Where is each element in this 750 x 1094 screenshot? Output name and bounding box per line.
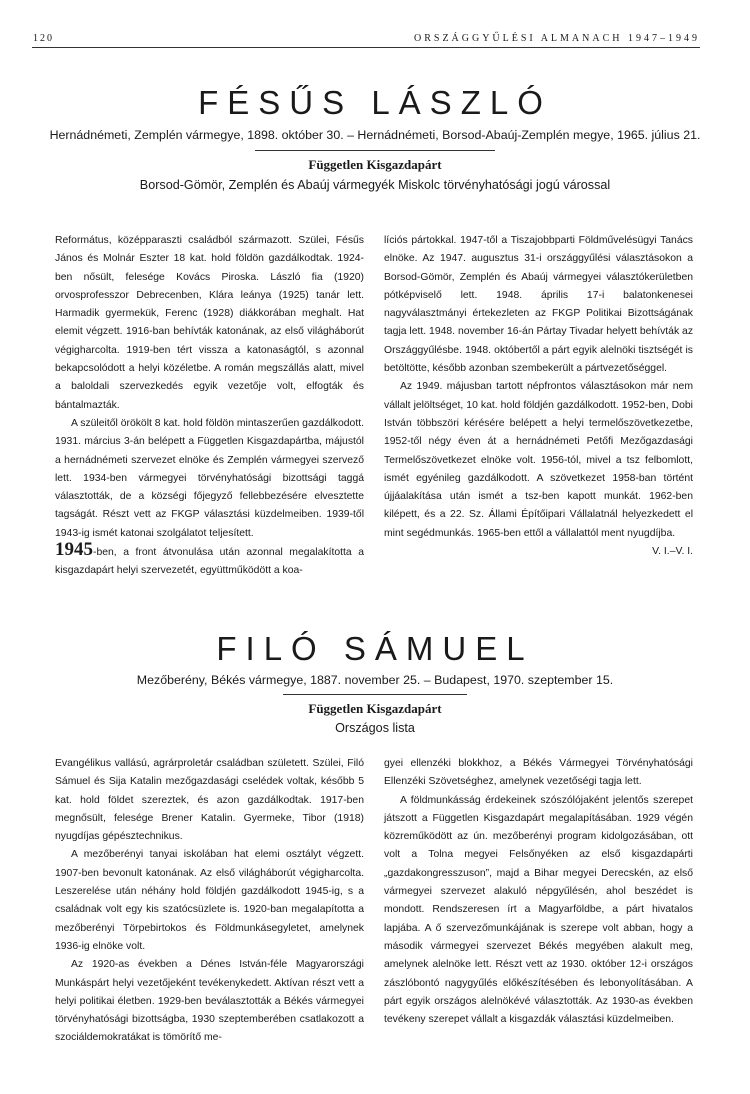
paragraph xyxy=(55,539,364,581)
author-signature: V. I.–V. I. xyxy=(652,546,693,558)
entry2-left-column xyxy=(55,755,364,1048)
paragraph: A szüleitől örökölt 8 kat. hold földön mintaszerűen gazdálkodott. 1931. március 3-án belépett a Független Kisgazdapártba, májustól a hernádnémeti szervezet elnöke és Zemplén vármegyei szervező lett. 1934-ben vármegyei törvényhatósági bizottsági taggá választották, de a községi főjegyző fellebbezésére elvesztette tagságát. Részt vett az FKGP választási küzdelmeiben. 1939-től 1943-ig ismét katonai szolgálatot teljesített. xyxy=(55,417,364,539)
header-rule xyxy=(32,47,700,48)
entry2-party: Független Kisgazdapárt xyxy=(308,701,442,716)
paragraph: gyei ellenzéki blokkhoz, a Békés Vármegyei Törvényhatósági Ellenzéki Szövetséghez, amelynek vezetőségi tagja lett. xyxy=(384,758,693,788)
paragraph: A mezőberényi tanyai iskolában hat elemi osztályt végzett. 1907-ben bevonult katonának. Az első világháborút végigharcolta. Leszerelése után néhány hold földjén gazdálkodott 1945-ig, s a családnak volt egy kis szatócsüzlete is. 1920-ban megalapította a mezőberényi Törpebirtokos és Földmunkásegyletet, amelynek 1936-ig elnöke volt. xyxy=(55,849,364,952)
paragraph-continuation: -ben, a front átvonulása után azonnal megalakította a kisgazdapárt helyi szervezetét, együttműködött a koa- xyxy=(55,547,364,577)
paragraph: Az 1949. májusban tartott népfrontos választásokon már nem vállalt jelöltséget, 10 kat. hold földjén gazdálkodott. 1952-ben, Dobi István többszöri kérésére belépett a helyi termelőszövetkezetbe, 1952-től négy éven át a hernádnémeti Petőfi Mezőgazdasági Termelőszövetkezet elnöke volt. 1956-tól, mivel a tsz felbomlott, ismét egyénileg gazdálkodott. A szövetkezet 1958-ban történt újjáalakítása után ismét a tsz-ben kapott munkát. 1962-ben kilépett, és a 22. Sz. Állami Építőipari Vállalatnál helyezkedett el mint segédmunkás. 1965-ben ettől a vállalattól ment nyugdíjba. xyxy=(384,381,693,539)
entry2-right-column xyxy=(384,755,693,1029)
entry2-birth-death: Mezőberény, Békés vármegye, 1887. november 25. – Budapest, 1970. szeptember 15. xyxy=(136,673,614,687)
entry2-constituency: Országos lista xyxy=(335,721,415,735)
running-title: ORSZÁGGYŰLÉSI ALMANACH 1947–1949 xyxy=(413,33,700,44)
entry2-rule xyxy=(283,694,467,695)
entry1-right-column xyxy=(384,232,693,561)
paragraph: Református, középparaszti családból származott. Szülei, Fésűs János és Molnár Eszter 18 kat. hold földön gazdálkodtak. 1924-ben nősült, felesége Kovács Piroska. László fia (1920) orvosprofesszor Debrecenben, Klára leánya (1925) tanár lett. Harmadik gyermekük, Ferenc (1928) diákkorában meghalt. Hat elemit végzett. 1916-ban behívták katonának, az első világháborút végigharcolta. 1919-ben tért vissza a katonaságtól, s azonnal bekapcsolódott a helyi közéletbe. A román megszállás alatt, mivel a baloldali szervezkedés egyik vezetője volt, elfogták és bántalmazták. xyxy=(55,235,364,411)
entry1-party: Független Kisgazdapárt xyxy=(308,157,442,172)
page-number: 120 xyxy=(33,33,54,44)
entry1-birth-death: Hernádnémeti, Zemplén vármegye, 1898. október 30. – Hernádnémeti, Borsod-Abaúj-Zemplén megye, 1965. július 21. xyxy=(49,128,701,142)
big-year: 1945 xyxy=(55,539,93,561)
entry1-name: FÉSŰS LÁSZLÓ xyxy=(198,84,552,121)
paragraph: líciós pártokkal. 1947-től a Tiszajobbparti Földművelésügyi Tanács elnöke. Az 1947. augusztus 31-i országgyűlési választásokon a Borsod-Gömör, Zemplén és Abaúj vármegyei választókerületben pótképviselő lett. 1948. április 17-i balatonkenesei nagyválasztmányi értekezleten az FKGP Politikai Bizottságának tagja lett. 1948. november 16-án Pártay Tivadar helyett behívták az Országgyűlésbe. 1948. októbertől a párt egyik alelnöki tisztségét is betöltötte, később azonban szembekerült a pártvezetőséggel. xyxy=(384,235,694,375)
paragraph: A földmunkásság érdekeinek szószólójaként jelentős szerepet játszott a Független Kisgazdapárt megalapításában. 1929 végén közreműködött az ún. mezőberényi program kidolgozásában, ott volt a Tolna megyei Felsőnyéken az első kisgazdapárti „gazdakongresszuson”, majd a Bihar megyei Derecskén, az első vármegyei szervezet alakuló népgyűlésén, ahol beszédet is mondott. Rendszeresen írt a Magyarföldbe, a párt hivatalos lapjába. A ő szervezőmunkájának is szerepe volt abban, hogy a második vármegyei szervezet Békés megyében alakult meg, amelynek alelnöke lett. Részt vett az 1930. október 12-i országos zászlóbontó nagygyűlés előkészítésében és lebonyolításában. A párt egyik országos alelnökévé választották. Az 1930-as években tevékeny szerepet vállalt a kisgazdák választási küzdelmeiben. xyxy=(384,794,693,1026)
paragraph: Az 1920-as években a Dénes István-féle Magyarországi Munkáspárt helyi vezetőjeként tevékenykedett. Aktívan részt vett a helyi politikai életben. 1929-ben beválasztották a Békés vármegyei törvényhatósági bizottságba, 1930 szeptemberében csatlakozott a szociáldemokratákat is tömörítő me- xyxy=(55,959,364,1044)
entry1-left-column xyxy=(55,232,364,581)
paragraph: Evangélikus vallású, agrárproletár családban született. Szülei, Filó Sámuel és Sija Katalin mezőgazdasági cselédek voltak, később 5 kat. hold földet szereztek, és azon gazdálkodtak. 1917-ben megnősült, felesége Brener Katalin. Gyermeke, Tibor (1918) nyugdíjas gépésztechnikus. xyxy=(55,758,364,843)
entry2-name: FILÓ SÁMUEL xyxy=(216,630,534,667)
entry1-rule xyxy=(255,150,495,151)
entry1-constituency: Borsod-Gömör, Zemplén és Abaúj vármegyék Miskolc törvényhatósági jogú várossal xyxy=(139,178,611,192)
